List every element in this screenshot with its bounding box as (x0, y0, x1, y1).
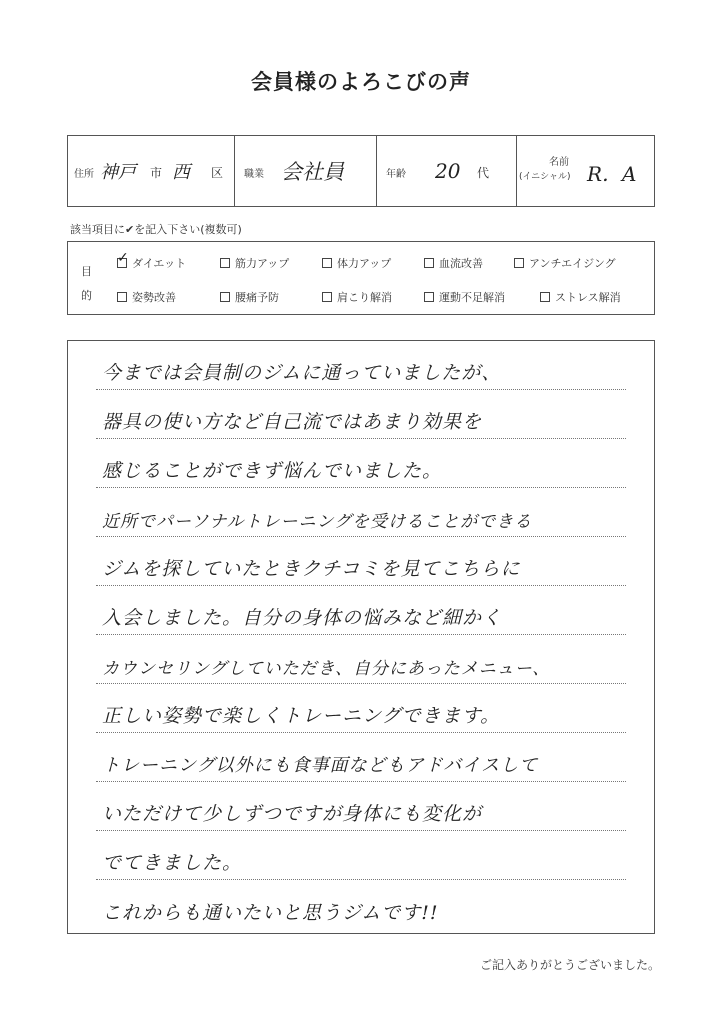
comment-box (67, 340, 655, 934)
name-sub-label: (イニシャル) (519, 172, 571, 182)
job-cell (235, 136, 377, 206)
checkbox-icon[interactable] (322, 292, 332, 302)
address-ward: 西 (172, 162, 190, 183)
comment-line: 入会しました。自分の身体の悩みなど細かく (96, 586, 626, 635)
purpose-box (67, 241, 655, 315)
address-city: 神戸 (100, 162, 136, 183)
option-stamina[interactable]: 体力アップ (322, 255, 391, 271)
checkbox-icon[interactable] (424, 292, 434, 302)
checkbox-icon[interactable] (540, 292, 550, 302)
instruction-text: 該当項目に✔を記入下さい(複数可) (70, 223, 242, 236)
checkbox-icon[interactable] (424, 258, 434, 268)
comment-line: 感じることができず悩んでいました。 (96, 439, 626, 488)
job-label: 職業 (244, 169, 264, 180)
age-label: 年齢 (386, 169, 406, 180)
option-backpain[interactable]: 腰痛予防 (220, 289, 279, 305)
checkbox-icon[interactable] (117, 292, 127, 302)
address-cell (68, 136, 235, 206)
comment-line: 近所でパーソナルトレーニングを受けることができる (96, 488, 626, 537)
comment-line: ジムを探していたときクチコミを見てこちらに (96, 537, 626, 586)
age-value: 20 (435, 159, 461, 183)
job-value: 会社員 (281, 160, 344, 184)
address-city-suffix: 市 (150, 166, 163, 180)
age-suffix: 代 (477, 166, 490, 180)
comment-line: カウンセリングしていただき、自分にあったメニュー、 (96, 635, 626, 684)
address-ward-suffix: 区 (211, 166, 224, 180)
option-posture[interactable]: 姿勢改善 (117, 289, 176, 305)
checkbox-checked-icon[interactable] (117, 258, 127, 268)
comment-line: トレーニング以外にも食事面などもアドバイスして (96, 733, 626, 782)
comment-line: 今までは会員制のジムに通っていましたが、 (96, 341, 626, 390)
checkbox-icon[interactable] (220, 292, 230, 302)
option-exercise[interactable]: 運動不足解消 (424, 289, 505, 305)
checkbox-icon[interactable] (322, 258, 332, 268)
option-muscle[interactable]: 筋力アップ (220, 255, 289, 271)
info-box (67, 135, 655, 207)
name-cell (517, 136, 654, 206)
option-shoulder[interactable]: 肩こり解消 (322, 289, 392, 305)
purpose-label-2: 的 (81, 289, 92, 302)
name-label: 名前 (549, 157, 569, 168)
age-cell (377, 136, 517, 206)
option-stress[interactable]: ストレス解消 (540, 289, 621, 305)
comment-line: でてきました。 (96, 831, 626, 880)
thanks-text: ご記入ありがとうございました。 (479, 958, 660, 972)
purpose-label (81, 260, 93, 308)
comment-line: これからも通いたいと思うジムです!! (102, 902, 439, 924)
purpose-label-1: 目 (81, 265, 92, 278)
option-bloodflow[interactable]: 血流改善 (424, 255, 483, 271)
option-diet[interactable]: ✓ダイエット (117, 255, 186, 271)
comment-line: いただけて少しずつですが身体にも変化が (96, 782, 626, 831)
option-antiaging[interactable]: アンチエイジング (514, 255, 616, 271)
comment-line: 正しい姿勢で楽しくトレーニングできます。 (96, 684, 626, 733)
name-value: R．A (587, 162, 637, 186)
page-title: 会員様のよろこびの声 (251, 70, 471, 94)
comment-line: 器具の使い方など自己流ではあまり効果を (96, 390, 626, 439)
address-label: 住所 (74, 169, 94, 180)
checkbox-icon[interactable] (514, 258, 524, 268)
checkbox-icon[interactable] (220, 258, 230, 268)
